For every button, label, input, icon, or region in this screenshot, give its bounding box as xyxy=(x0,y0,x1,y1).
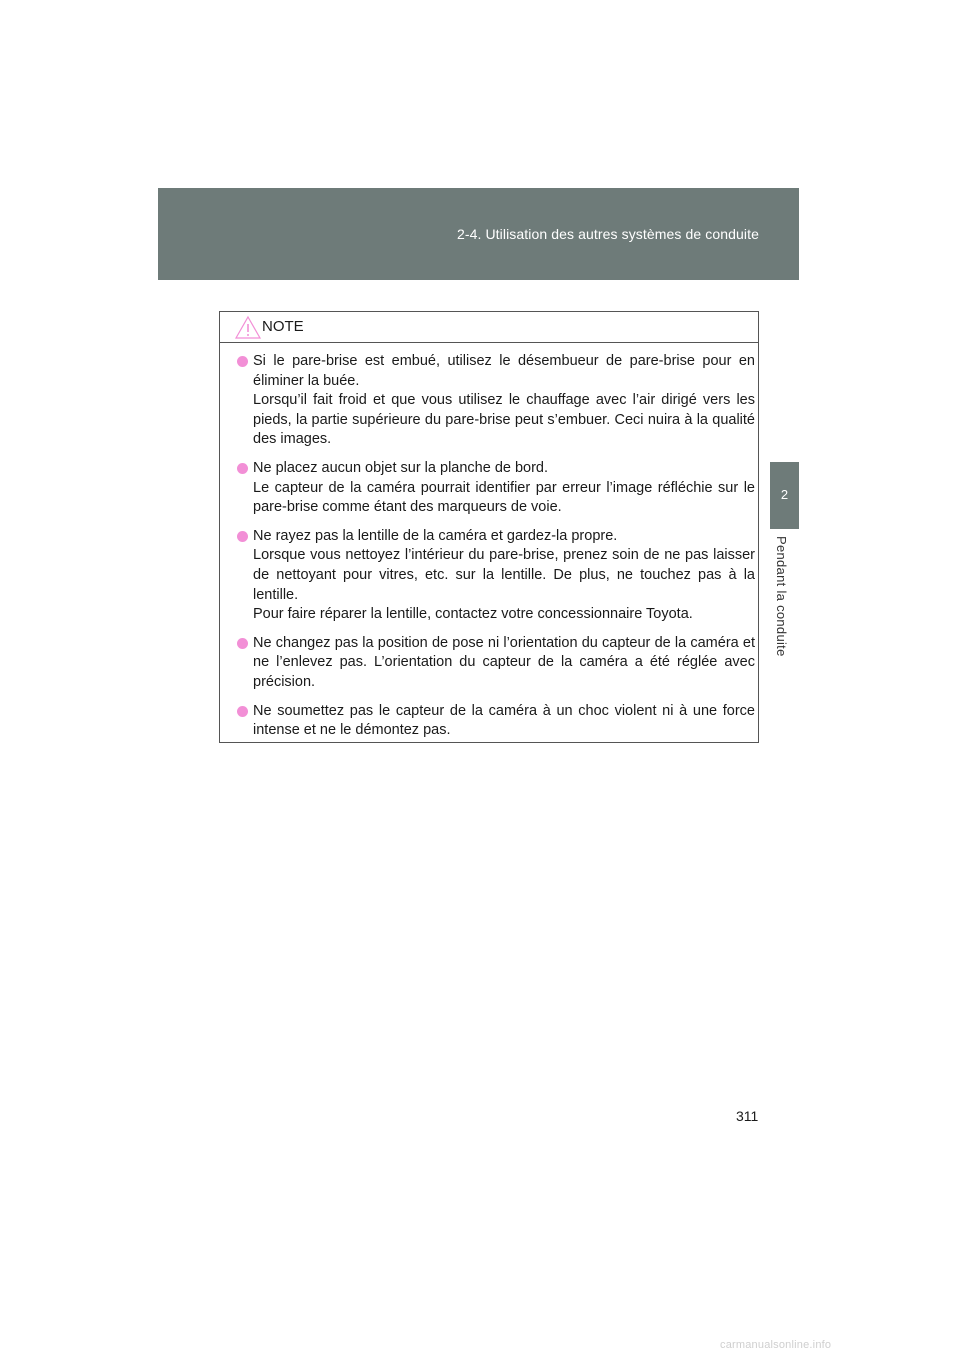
note-line: Ne soumettez pas le capteur de la caméra à un choc violent ni à une force intense et ne le démontez pas. xyxy=(253,702,755,739)
bullet-dot xyxy=(237,463,248,474)
chapter-label: Pendant la conduite xyxy=(774,536,789,657)
watermark-text: carmanualsonline.info xyxy=(720,1339,832,1351)
note-line: Lorsqu’il fait froid et que vous utilisez le chauffage avec l’air dirigé vers les pieds, la partie supérieure du pare-brise peut s’embuer. Ceci nuira à la qualité des images. xyxy=(253,392,755,448)
note-line: Le capteur de la caméra pourrait identifier par erreur l’image réfléchie sur le pare-brise comme étant des marqueurs de voie. xyxy=(253,479,755,516)
bullet-dot xyxy=(237,531,248,542)
page-number: 311 xyxy=(736,1108,759,1124)
note-line: Ne placez aucun objet sur la planche de bord. xyxy=(253,459,549,476)
note-item xyxy=(237,352,755,450)
note-line: Si le pare-brise est embué, utilisez le désembueur de pare-brise pour en éliminer la buée. xyxy=(253,353,755,389)
note-line: Lorsque vous nettoyez l’intérieur du pare-brise, prenez soin de ne pas laisser de nettoyant pour vitres, etc. sur la lentille. De plus, ne touchez pas à la lentille. xyxy=(253,547,755,603)
note-line: Ne changez pas la position de pose ni l’orientation du capteur de la caméra et ne l’enlevez pas. L’orientation du capteur de la caméra a été réglée avec précision. xyxy=(253,634,755,690)
warning-triangle-icon xyxy=(234,315,262,340)
note-item xyxy=(237,459,755,518)
bullet-dot xyxy=(237,356,248,367)
chapter-tab xyxy=(770,462,799,529)
note-item xyxy=(237,634,755,693)
note-line: Pour faire réparer la lentille, contactez votre concessionnaire Toyota. xyxy=(253,606,693,623)
note-box xyxy=(219,311,759,743)
bullet-dot xyxy=(237,706,248,717)
chapter-number: 2 xyxy=(780,487,789,502)
section-title: 2-4. Utilisation des autres systèmes de conduite xyxy=(456,226,759,242)
bullet-dot xyxy=(237,638,248,649)
section-header-band xyxy=(158,188,799,280)
note-item xyxy=(237,702,755,741)
note-line: Ne rayez pas la lentille de la caméra et gardez-la propre. xyxy=(253,527,618,544)
note-header xyxy=(220,312,758,343)
note-title: NOTE xyxy=(262,318,304,335)
note-item xyxy=(237,527,755,625)
note-items xyxy=(237,352,755,750)
